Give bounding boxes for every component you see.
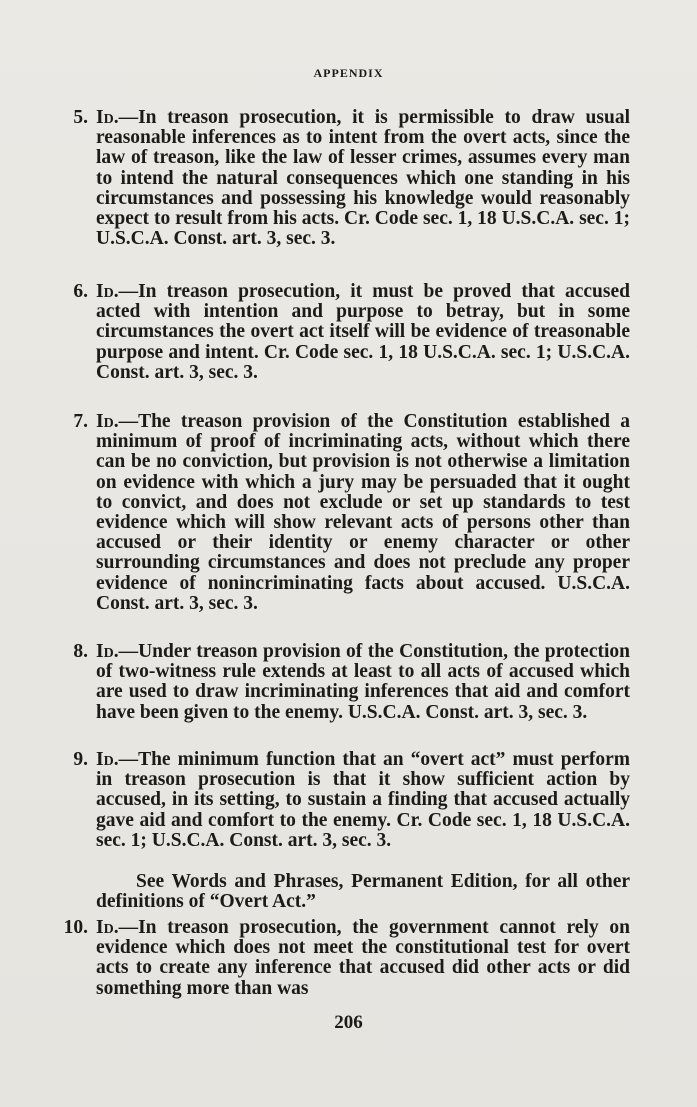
headnote-number: 10. <box>63 917 88 938</box>
running-header: APPENDIX <box>313 66 384 80</box>
headnote-number: 5. <box>73 107 88 128</box>
headnote-number: 9. <box>73 749 88 770</box>
headnote-text: Id.—In treason prosecution, the government cannot rely on evidence which does not meet the constitutional test for overt acts to create any inference that accused did other acts or did something more than was <box>96 917 630 999</box>
headnote-text: Id.—The minimum function that an “overt act” must perform in treason prosecution is that it show sufficient action by accused, in its setting, to sustain a finding that accused actually gave aid and comfort to the enemy. Cr. Code sec. 1, 18 U.S.C.A. sec. 1; U.S.C.A. Const. art. 3, sec. 3. <box>96 749 630 851</box>
headnote-text: Id.—In treason prosecution, it is permissible to draw usual reasonable inferences as to intent from the overt acts, since the law of treason, like the law of lesser crimes, assumes every man to intend the natural consequences which one standing in his circumstances and possessing his knowledge would reasonably expect to result from his acts. Cr. Code sec. 1, 18 U.S.C.A. sec. 1; U.S.C.A. Const. art. 3, sec. 3. <box>96 107 630 250</box>
headnote-id: Id. <box>96 749 119 770</box>
headnote-number: 8. <box>73 641 88 662</box>
headnote-id: Id. <box>96 107 119 128</box>
headnote-number: 7. <box>73 411 88 432</box>
headnote-id: Id. <box>96 281 119 302</box>
headnote-number: 6. <box>73 281 88 302</box>
headnote-id: Id. <box>96 641 119 662</box>
headnote-text: Id.—In treason prosecution, it must be proved that accused acted with intention and purpose to betray, but in some circumstances the overt act itself will be evidence of treasonable purpose and intent. Cr. Code sec. 1, 18 U.S.C.A. sec. 1; U.S.C.A. Const. art. 3, sec. 3. <box>96 281 630 383</box>
page-number: 206 <box>334 1012 363 1033</box>
headnote-id: Id. <box>96 411 119 432</box>
headnote-id: Id. <box>96 917 119 938</box>
see-also-note: See Words and Phrases, Permanent Edition, for all other definitions of “Overt Act.” <box>96 871 630 913</box>
headnote-text: Id.—The treason provision of the Constitution established a minimum of proof of incriminating acts, without which there can be no conviction, but provision is not otherwise a limitation on evidence with which a jury may be persuaded that it ought to convict, and does not exclude or set up standards to test evidence which will show relevant acts of persons other than accused or their identity or enemy character or other surrounding circumstances and does not preclude any proper evidence of nonincriminating facts about accused. U.S.C.A. Const. art. 3, sec. 3. <box>96 411 630 614</box>
headnote-text: Id.—Under treason provision of the Constitution, the protection of two-witness rule extends at least to all acts of accused which are used to draw incriminating inferences that aid and comfort have been given to the enemy. U.S.C.A. Const. art. 3, sec. 3. <box>96 641 630 723</box>
